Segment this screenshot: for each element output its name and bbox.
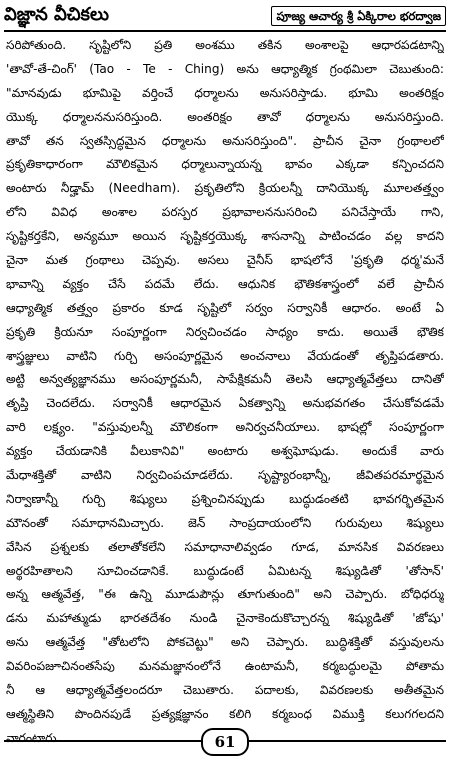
page-footer: [4, 728, 446, 756]
text-line: ఆధ్యాత్మిక తత్త్వం ప్రకారం కూడ సృష్టిలో సర్వం సర్వానికీ ఆధారం. అంటే ఏ: [6, 300, 444, 315]
text-line: వేసిన ప్రశ్నలకు తలాతోకలేని సమాధానాలివ్వడం గూడ, మానసిక వివరణలు: [6, 539, 444, 554]
text-line: "మానవుడు భూమిపై వర్తించే ధర్మాలను అనుసరిస్తాడు. భూమి అంతరిక్షం: [6, 85, 444, 100]
text-line: వ్యక్తం చేయడానికి వీలుకానివి" అంటారు అశ్వఘోషుడు. అందుకే వారు: [6, 444, 444, 459]
text-line: భావాన్ని వ్యక్తం చేసే పదమే లేదు. ఆధునిక భౌతికశాస్త్రంలో వలే ప్రాచీన: [6, 276, 444, 291]
text-line: అన్న ఆత్మవేత్త, "ఈ ఉన్ని మూడుపౌన్లు తూగుతుంది" అని చెప్పారు. బోధిధర్ము: [6, 587, 444, 602]
body-text: [6, 34, 444, 751]
text-line: తృప్తి చెందలేదు. సర్వానికీ ఆధారమైన ఏకత్వాన్ని అనుభవగతం చేసుకోవడమే: [6, 396, 444, 411]
text-line: మేధాశక్తితో వాటిని నిర్వచింపచూడలేదు. సృష్ట్యారంభాన్నీ, జీవితపరమార్థమైన: [6, 468, 444, 483]
text-line: వారి లక్ష్యం. "వస్తువులన్నీ మౌలికంగా అనిర్వచనీయాలు. భాషల్లో సంపూర్ణంగా: [6, 420, 444, 435]
page-header: [4, 3, 446, 29]
text-line: డను మహాత్ముడు భారతదేశం నుండి చైనాకెందుకొచ్చారన్న శిష్యుడితో 'జోషు': [6, 611, 444, 626]
text-line: వివరింపజూచినంతసేపు మనమజ్ఞానంలోనే ఉంటామనీ, కర్మబద్ధులమై పోతామ: [6, 659, 444, 674]
book-title: విజ్ఞాన వీచికలు: [4, 4, 109, 25]
text-line: 'తావో-తే-చింగ్' (Tao - Te - Ching) అను ఆధ్యాత్మిక గ్రంథమిలా చెబుతుంది:: [6, 61, 444, 76]
text-line: ప్రకృతికాధారంగా మౌలికమైన ధర్మాలున్నాయన్న భావం ఎక్కడా కన్పించదని: [6, 157, 444, 172]
text-line: సరిపోతుంది. సృష్టిలోని ప్రతి అంశము తకిన అంశాలపై ఆధారపడటాన్ని: [6, 38, 444, 52]
text-line: చైనా మత గ్రంథాలు చెప్పవు. అసలు చైనీస్ భాషలోనే 'ప్రకృతి ధర్మ'మనే: [6, 253, 444, 268]
text-line: మౌనంతో సమాధానమిచ్చారు. జెన్ సాంప్రదాయంలోని గురువులు శిష్యులు: [6, 515, 444, 530]
text-line: ఆత్మస్థితిని పొందినపుడే ప్రత్యక్షజ్ఞానం కలిగి కర్మబంధ విముక్తి కలుగగలదని: [6, 706, 444, 721]
text-line: లోని వివిధ అంశాల పరస్పర ప్రభావాలననుసరించి పనిచేస్తాయే గాని,: [6, 205, 444, 220]
text-line: నిర్వాణాన్నీ గుర్చి శిష్యులు ప్రశ్నించినప్పుడు బుద్ధుడంతటి భావగర్భితమైన: [6, 491, 444, 506]
text-line: శాస్త్రజ్ఞులు వాటిని గుర్చి అసంపూర్ణమైన అంచనాలు వేయడంతో తృప్తిపడతారు.: [6, 348, 444, 363]
text-line: అంటారు నీడ్హామ్ (Needham). ప్రకృతిలోని క్రియలన్నీ దానియొక్క మూలతత్త్వం: [6, 181, 444, 196]
text-line: ప్రకృతి క్రియనూ సంపూర్ణంగా నిర్వచించడం సాధ్యం కాదు. అయితే భౌతిక: [6, 324, 444, 339]
text-line: సృష్టికర్తకేని, అన్యమూ అయిన సృష్టికర్తయొక్క శాసనాన్ని పాటించడం వల్ల కాదని: [6, 229, 444, 244]
text-line: అను ఆత్మవేత్త "తోటలోని పోకచెట్టు" అని చెప్పారు. బుద్ధిశక్తితో వస్తువులను: [6, 635, 444, 650]
text-line: వారంటారు.: [6, 730, 61, 745]
text-line: అర్థరహితాలని సూచించడానికే. బుద్ధుడంటే ఏమిటన్న శిష్యుడితో 'తోసాన్': [6, 563, 444, 578]
text-line: యొక్క ధర్మాలననుసరిస్తుంది. అంతరిక్షం తావో ధర్మాలను అనుసరిస్తుంది.: [6, 109, 444, 124]
header-rule: [4, 30, 446, 32]
page-number: 61: [201, 728, 249, 756]
text-line: తావో తన స్వతస్సిద్ధమైన ధర్మాలను అనుసరిస్తుంది". ప్రాచీన చైనా గ్రంథాలలో: [6, 133, 444, 148]
text-line: అట్టి అన్వత్యజ్ఞానము అసంపూర్ణమనీ, సాపేక్షికమనీ తెలసి ఆధ్యాత్మవేత్తలు దానితో: [6, 372, 444, 387]
text-line: నీ ఆ ఆధ్యాత్మవేత్తలందరూ చెబుతారు. పదాలకు, వివరణలకు అతీతమైన: [6, 683, 444, 698]
author-name: పూజ్య ఆచార్య శ్రీ ఏక్కిరాల భరద్వాజ: [271, 6, 446, 26]
